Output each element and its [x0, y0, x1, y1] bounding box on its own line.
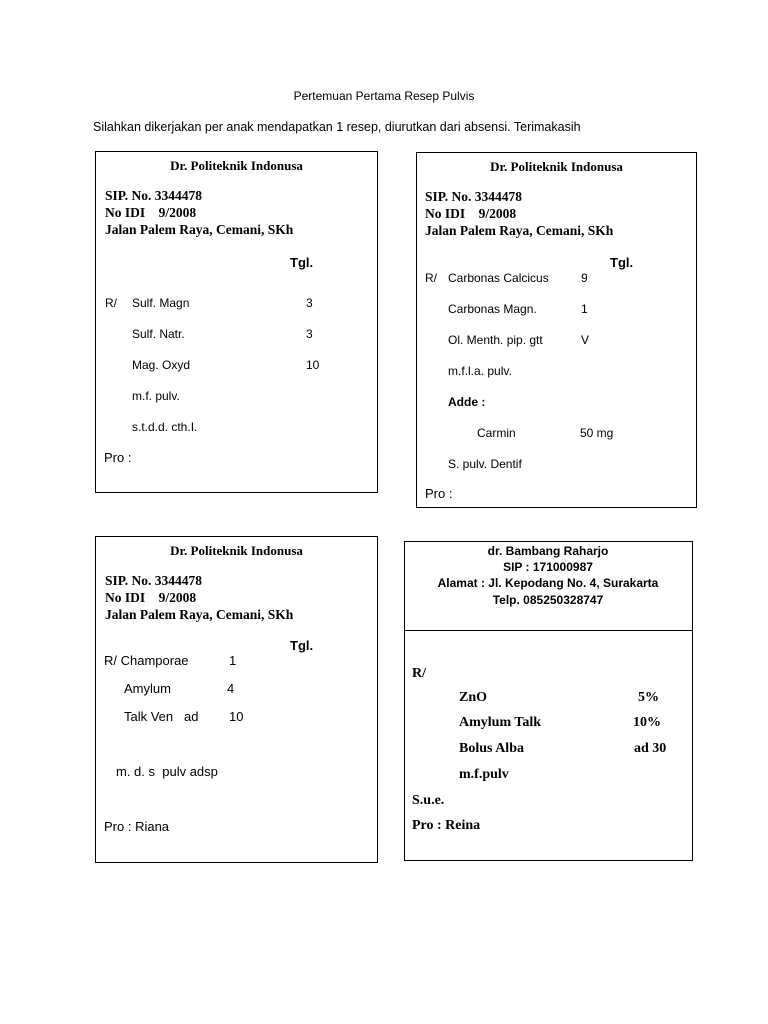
ingredient-name: ZnO — [459, 690, 488, 705]
sip-number: SIP : 171000987 — [503, 560, 593, 574]
ingredient-name: Mag. Oxyd — [132, 358, 191, 372]
signa: S. pulv. Dentif — [448, 457, 522, 471]
compounding-instruction: m.f.l.a. pulv. — [448, 364, 512, 378]
ingredient-name: Amylum Talk — [459, 715, 542, 730]
ingredient-qty: 10% — [633, 715, 661, 730]
prescription-card-1 — [95, 151, 378, 493]
ingredient-qty: 10 — [306, 358, 320, 372]
ingredient-name: Carbonas Calcicus — [448, 271, 549, 285]
page-title: Pertemuan Pertama Resep Pulvis — [293, 89, 475, 103]
sip-number: SIP. No. 3344478 — [105, 188, 203, 203]
ingredient-name: Sulf. Magn — [132, 296, 190, 310]
patient-label: Pro : — [425, 486, 453, 501]
doctor-phone: Telp. 085250328747 — [492, 593, 604, 607]
ingredient-name: Bolus Alba — [459, 741, 524, 756]
ingredient-name: Carmin — [477, 426, 516, 440]
header-divider — [405, 630, 692, 631]
ingredient-name: Sulf. Natr. — [132, 327, 185, 341]
ingredient-name: Amylum — [124, 681, 171, 696]
idi-number: No IDI 9/2008 — [105, 590, 197, 605]
doctor-name: Dr. Politeknik Indonusa — [170, 543, 303, 558]
ingredient-qty: V — [581, 333, 590, 347]
ingredient-qty: 9 — [581, 271, 588, 285]
ingredient-name: Carbonas Magn. — [448, 302, 537, 316]
ingredient-qty: 1 — [229, 653, 237, 668]
recipe-symbol: R/ — [105, 296, 117, 310]
doctor-address: Jalan Palem Raya, Cemani, SKh — [105, 222, 294, 237]
ingredient-qty: 3 — [306, 327, 313, 341]
signa: s.t.d.d. cth.I. — [132, 420, 198, 434]
prescription-card-3 — [95, 536, 378, 863]
instructions: Silahkan dikerjakan per anak mendapatkan 1 resep, diurutkan dari absensi. Terimakasih — [93, 120, 581, 134]
ingredient-qty: ad 30 — [634, 741, 667, 756]
date-label: Tgl. — [610, 255, 634, 270]
recipe-line: R/ Champorae — [104, 653, 189, 668]
ingredient-qty: 4 — [227, 681, 235, 696]
prescription-card-4 — [404, 541, 693, 861]
doctor-address: Jalan Palem Raya, Cemani, SKh — [105, 607, 294, 622]
recipe-symbol: R/ — [425, 271, 437, 285]
idi-number: No IDI 9/2008 — [425, 206, 517, 221]
signa: m. d. s pulv adsp — [116, 764, 218, 779]
ingredient-name: Ol. Menth. pip. gtt — [448, 333, 543, 347]
adde-label: Adde : — [448, 395, 486, 409]
doctor-name: Dr. Politeknik Indonusa — [490, 159, 623, 174]
patient-label: Pro : Riana — [104, 819, 170, 834]
doctor-name: dr. Bambang Raharjo — [487, 544, 609, 558]
sip-number: SIP. No. 3344478 — [105, 573, 203, 588]
signa: S.u.e. — [412, 793, 445, 808]
date-label: Tgl. — [290, 255, 314, 270]
sip-number: SIP. No. 3344478 — [425, 189, 523, 204]
ingredient-qty: 5% — [638, 690, 659, 705]
ingredient-qty: 3 — [306, 296, 313, 310]
ingredient-qty: 1 — [581, 302, 588, 316]
doctor-address: Jalan Palem Raya, Cemani, SKh — [425, 223, 614, 238]
doctor-address: Alamat : Jl. Kepodang No. 4, Surakarta — [437, 576, 659, 590]
compounding-instruction: m.f. pulv. — [132, 389, 180, 403]
patient-label: Pro : Reina — [412, 818, 481, 833]
patient-label: Pro : — [104, 450, 132, 465]
compounding-instruction: m.f.pulv — [459, 767, 509, 782]
ingredient-qty: 50 mg — [580, 426, 614, 440]
prescription-card-2 — [416, 152, 697, 508]
recipe-symbol: R/ — [412, 666, 426, 681]
date-label: Tgl. — [290, 638, 314, 653]
doctor-name: Dr. Politeknik Indonusa — [170, 158, 303, 173]
ingredient-qty: 10 — [229, 709, 244, 724]
ingredient-name: Talk Ven ad — [124, 709, 199, 724]
idi-number: No IDI 9/2008 — [105, 205, 197, 220]
